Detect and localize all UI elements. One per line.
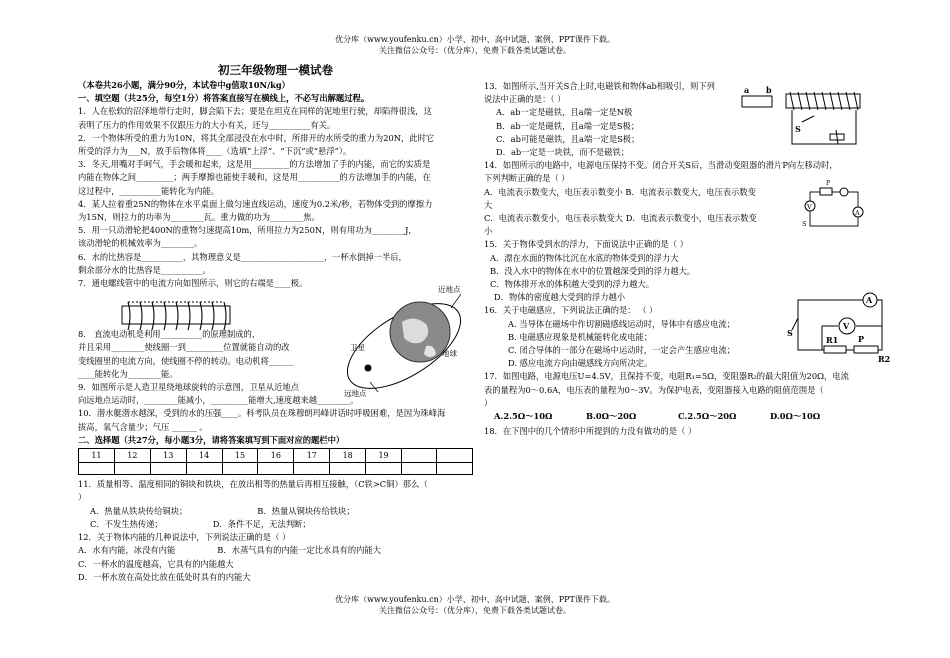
q10-line-1: 10．潜水艇潜水越深，受到的水的压强____。科考队员在珠穆朗玛峰讲话时呼吸困难，是因为珠峰海 (78, 408, 446, 419)
q4-line-1: 4．某人拉着重25N的物体在水平桌面上做匀速直线运动，速度为0.2米/秒，若物体受到的摩擦力 (78, 198, 433, 209)
q17-v-label: V (843, 321, 850, 331)
header-line-2: 关注微信公众号：（优分库），免费下载各类试题试卷。 (379, 46, 571, 55)
answer-cell (402, 449, 437, 463)
q3-line-1: 3．冬天,用嘴对手呵气，手会暖和起来，这是用_________的方法增加了手的内能，而它的实质是 (78, 159, 431, 170)
q14-options-cd: C．电流表示数变小，电压表示数变大 D．电流表示数变小，电压表示数变 (484, 213, 757, 224)
answer-blank[interactable] (294, 463, 330, 475)
q14-options-ab-cont: 大 (484, 199, 493, 210)
answer-table-blank-row (79, 463, 473, 475)
q17-line-1: 17．如图电路，电源电压U=4.5V，且保持不变，电阻R₁=5Ω，变阻器R₂的最大阻值为20Ω，电流 (484, 371, 849, 382)
q13-line-1: 13．如图所示,当开关S合上时,电磁铁和物体ab相吸引，则下列 (484, 81, 715, 91)
q14-rheostat (820, 188, 832, 195)
q12-option-c: C．一杯水的温度越高，它具有的内能越大 (78, 558, 234, 569)
switch-label: S (795, 124, 801, 134)
q14-options-ab: A．电流表示数变大，电压表示数变小 B．电流表示数变大，电压表示数变 (484, 186, 756, 197)
satellite-label: 卫星 (350, 343, 365, 352)
q16-option-a: A. 当导体在磁场中作切割磁感线运动时，导体中有感应电流； (508, 318, 735, 329)
q17-option-d: D.0Ω～10Ω (770, 411, 821, 422)
q14-a-label: A (855, 209, 860, 217)
q17-r2 (854, 346, 878, 353)
section-1-heading: 一、填空题（共25分，每空1分）将答案直接写在横线上，不必写出解题过程。 (78, 93, 370, 104)
page-header (0, 34, 950, 56)
q8-line-4: ____能转化为________能。 (78, 368, 178, 379)
q13-option-a: A．ab一定是磁铁，且a端一定是N极 (496, 107, 633, 118)
q17-option-a: A.2.5Ω～10Ω (494, 411, 553, 422)
q6-line-2: 剩余部分水的比热容是__________。 (78, 264, 211, 275)
q14-lamp (840, 188, 848, 196)
q12-line: 12．关于物体内能的几种说法中，下列说法正确的是（ ） (78, 532, 291, 543)
answer-cell (437, 449, 473, 463)
q1-line-2: 表明了压力的作用效果不仅跟压力的大小有关，还与__________有关。 (78, 119, 336, 130)
orbit-figure (330, 282, 480, 410)
q9-line-2: 向远地点运动时，________能减小，_________能增大,速度越来越________。 (78, 395, 359, 406)
q15-option-c: C．物体排开水的体积越大受到的浮力越大。 (490, 279, 654, 290)
q17-option-c: C.2.5Ω～20Ω (678, 411, 737, 422)
q2-line-2: 所受的浮力为___N，放手后物体将____（选填“上浮”、“下沉”或“悬浮”）。 (78, 146, 352, 157)
q17-options (484, 410, 879, 423)
q14-options-cd-cont: 小 (484, 226, 493, 237)
q16-option-b: B. 电磁感应现象是机械能转化成电能； (508, 331, 653, 342)
q12-option-d: D．一杯水放在高处比放在低处时具有的内能大 (78, 571, 251, 582)
q13-line-2: 说法中正确的是：（ ） (484, 94, 566, 105)
q3-line-2: 内能在物体之间_________；两手摩擦也能使手暖和，这是用__________的方法增加手的内能，在 (78, 172, 431, 183)
answer-blank[interactable] (150, 463, 186, 475)
q14-s-label: S (802, 220, 807, 228)
q16-option-d: D. 感应电流方向由磁感线方向所决定。 (508, 358, 653, 369)
page-footer (0, 594, 950, 616)
answer-blank[interactable] (79, 463, 115, 475)
perigee-leader (451, 294, 461, 308)
answer-cell: 13 (150, 449, 186, 463)
q14-wire (810, 192, 858, 226)
q10-line-2: 拔高，氧气含量少；气压 ______ 。 (78, 421, 208, 432)
footer-line-1: 优分库（www.youfenku.cn）小学、初中、高中试题、案例、PPT课件下载。 (335, 595, 615, 604)
answer-blank[interactable] (366, 463, 402, 475)
q11-option-d: D．条件不足，无法判断； (212, 518, 311, 529)
answer-cell: 17 (294, 449, 330, 463)
q8-line-1: 8． 直流电动机是利用__________的原理制成的， (78, 329, 261, 340)
answer-cell: 19 (366, 449, 402, 463)
answer-table-header-row (79, 449, 473, 463)
q5-line-2: 该动滑轮的机械效率为________。 (78, 238, 203, 249)
q14-p-label: P (826, 180, 831, 187)
q6-line-1: 6．水的比热容是__________，其物理意义是____________________，一杯水倒掉一半后， (78, 251, 407, 262)
apogee-label: 远地点 (344, 389, 367, 398)
q13-option-c: C．ab可能是磁铁，且a端一定是S极； (496, 133, 640, 144)
q8-line-2: 并且采用________使线圈一到_________位置就能自动的改 (78, 342, 290, 353)
answer-blank[interactable] (258, 463, 294, 475)
q15-option-b: B．没入水中的物体在水中的位置越深受到的浮力越大。 (490, 265, 696, 276)
q12-options-ab (78, 544, 473, 557)
q14-circuit-figure (800, 180, 870, 232)
satellite-dot (365, 365, 372, 372)
q11-option-b: B．热量从铜块传给铁块； (257, 505, 355, 516)
q9-line-1: 9．如图所示是人造卫星绕地球旋转的示意图，卫星从近地点 (78, 382, 299, 393)
label-a: a (744, 85, 750, 95)
q8-line-3: 变线圈里的电流方向，使线圈不停的转动。电动机将______ (78, 355, 294, 366)
answer-cell: 15 (222, 449, 258, 463)
q15-option-a: A．漂在水面的物体比沉在水底的物体受到的浮力大 (490, 252, 679, 263)
q17-circuit-figure (786, 290, 896, 364)
q1-line-1: 1．人在松软的沼泽地带行走时，脚会陷下去；要是在坦克在同样的泥地里行驶，却陷得很浅，这 (78, 106, 432, 117)
q16-option-c: C. 闭合导体的一部分在磁场中运动时，一定会产生感应电流； (508, 345, 736, 356)
q15-option-d: D．物体的密度越大受到的浮力越小 (494, 292, 626, 303)
answer-blank[interactable] (330, 463, 366, 475)
answer-blank[interactable] (186, 463, 222, 475)
q17-a-label: A (866, 295, 873, 305)
answer-blank[interactable] (402, 463, 437, 475)
earth-label: 地球 (442, 349, 457, 358)
q17-s-label: S (787, 328, 793, 338)
q18-line: 18．在下图中的几个情形中所提到的力没有做功的是（ ） (484, 426, 697, 437)
q14-line-2: 下列判断正确的是（ ） (484, 173, 570, 184)
section-2-heading: 二、选择题（共27分，每小题3分，请将答案填写到下面对应的题栏中） (78, 434, 345, 445)
footer-line-2: 关注微信公众号：（优分库），免费下载各类试题试卷。 (379, 606, 571, 615)
q17-r2-label: R2 (878, 354, 891, 364)
answer-blank[interactable] (437, 463, 473, 475)
q5-line-1: 5．用一只动滑轮把400N的重物匀速提高10m，所用拉力为250N，则有用功为________J， (78, 225, 417, 236)
answer-cell: 18 (330, 449, 366, 463)
q17-line-3: ） (484, 397, 493, 408)
q11-line-2: ） (78, 492, 87, 503)
q3-line-3: 这过程中，__________能转化为内能。 (78, 185, 220, 196)
q14-line-1: 14．如图所示的电路中，电源电压保持不变。闭合开关S后，当滑动变阻器的滑片P向左移动时， (484, 160, 838, 171)
q13-option-b: B．ab一定是磁铁，且a端一定是S极； (496, 120, 640, 131)
q11-option-c: C．不发生热传递； (90, 518, 163, 529)
q7-line: 7．通电螺线管中的电流方向如图所示，则它的右端是____极。 (78, 278, 308, 289)
exam-title: 初三年级物理一模试卷 (218, 63, 333, 77)
q11-options-cd (78, 518, 473, 531)
q17-switch (792, 318, 798, 330)
object-ab (742, 96, 772, 107)
answer-blank[interactable] (114, 463, 150, 475)
switch-lever (802, 116, 814, 122)
circuit-wire (792, 110, 856, 144)
header-line-1: 优分库（www.youfenku.cn）小学、初中、高中试题、案例、PPT课件下载。 (335, 35, 615, 44)
q17-r1 (824, 346, 846, 353)
answer-cell: 14 (186, 449, 222, 463)
electromagnet-figure (738, 82, 868, 152)
answer-blank[interactable] (222, 463, 258, 475)
q12-option-a: A．水有内能，冰没有内能 (78, 545, 176, 556)
q15-line: 15．关于物体受到水的浮力，下面说法中正确的是（ ） (484, 239, 689, 250)
q13-option-d: D．ab一定是一块铁，而不是磁铁； (496, 147, 630, 158)
q16-line: 16．关于电磁感应，下列说法正确的是： （ ） (484, 305, 658, 316)
perigee-label: 近地点 (438, 285, 461, 294)
q17-r1-label: R1 (826, 335, 839, 345)
q11-option-a: A．热量从铁块传给铜块； (90, 505, 188, 516)
q12-option-b: B．水蒸气具有的内能一定比水具有的内能大 (217, 545, 382, 556)
q11-options-ab (78, 505, 473, 518)
solenoid-figure (118, 300, 238, 334)
q4-line-2: 为15N，则拉力的功率为________瓦。重力做的功为________焦。 (78, 212, 320, 223)
exam-info: （本卷共26小题，满分90分，本试卷中g值取10N/kg） (78, 80, 290, 90)
q11-line-1: 11．质量相等、温度相同的铜块和铁块，在放出相等的热量后再相互接触，（C铁>C铜）那么（ (78, 479, 428, 490)
apogee-leader (370, 382, 378, 392)
label-b: b (766, 85, 772, 95)
answer-cell: 12 (114, 449, 150, 463)
answer-table (78, 448, 473, 475)
q17-option-b: B.0Ω～20Ω (586, 411, 637, 422)
q14-v-label: V (807, 203, 812, 211)
answer-cell: 16 (258, 449, 294, 463)
answer-cell: 11 (79, 449, 115, 463)
q17-line-2: 表的量程为0～0.6A，电压表的量程为0～3V。为保护电表，变阻器接入电路的阻值范围是（ (484, 384, 824, 395)
q2-line-1: 2．一个物体所受的重力为10N，将其全部浸没在水中时，所排开的水所受的重力为20N，此时它 (78, 132, 435, 143)
q17-p-label: P (858, 334, 865, 344)
